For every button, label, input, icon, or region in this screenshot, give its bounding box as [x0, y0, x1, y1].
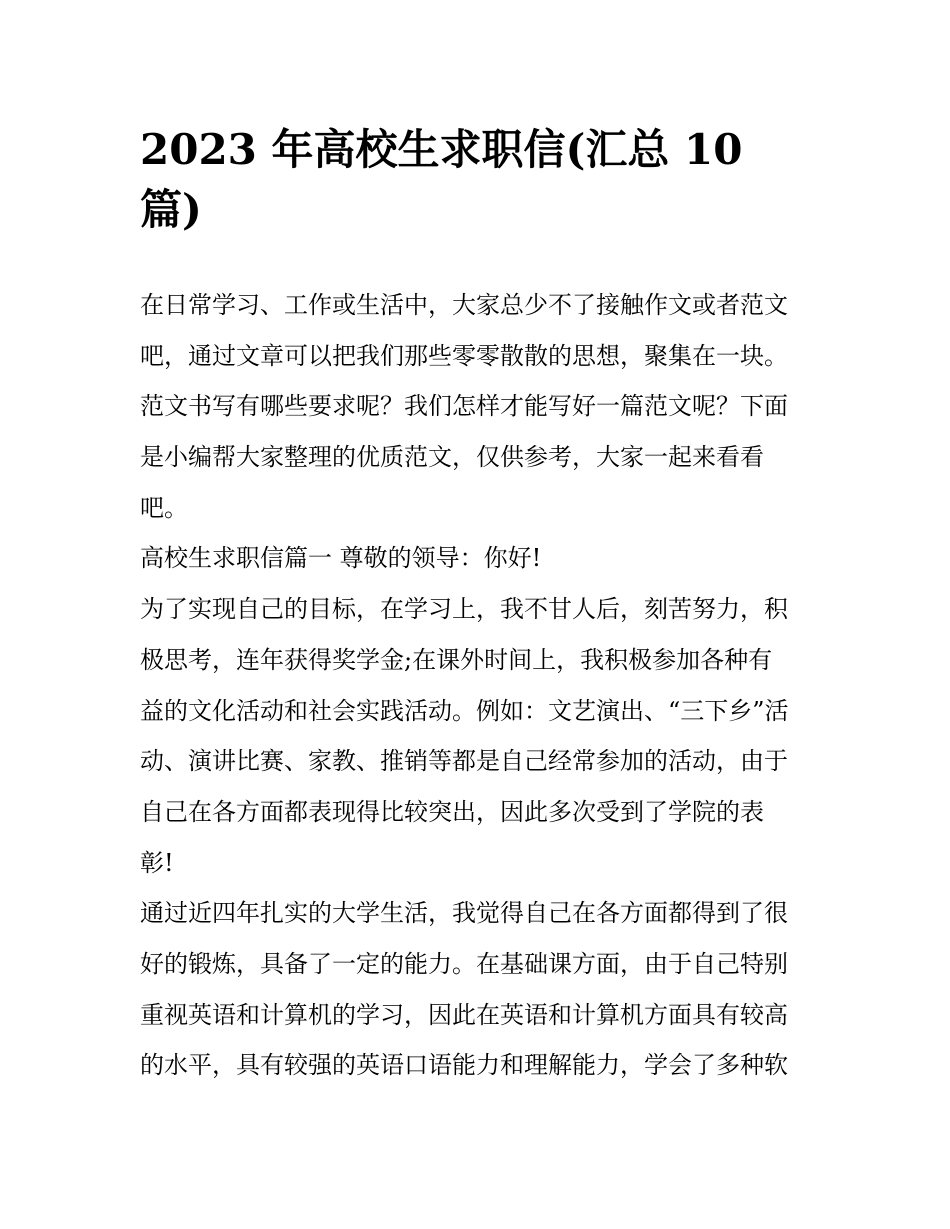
body-line: 的水平，具有较强的英语口语能力和理解能力，学会了多种软	[140, 1051, 788, 1080]
section-heading-line: 高校生求职信篇一 尊敬的领导：你好!	[140, 544, 542, 573]
title-line: 2023 年高校生求职信(汇总 10	[140, 125, 743, 174]
body-line: 彰!	[140, 848, 174, 877]
body-line: 益的文化活动和社会实践活动。例如：文艺演出、“三下乡”活	[140, 696, 789, 725]
body-line: 好的锻炼，具备了一定的能力。在基础课方面，由于自己特别	[140, 949, 788, 978]
document-title	[140, 120, 820, 240]
body-line: 范文书写有哪些要求呢？我们怎样才能写好一篇范文呢？下面	[140, 392, 788, 421]
body-line: 重视英语和计算机的学习，因此在英语和计算机方面具有较高	[140, 1000, 788, 1029]
body-line: 通过近四年扎实的大学生活，我觉得自己在各方面都得到了很	[140, 899, 788, 928]
body-line: 在日常学习、工作或生活中，大家总少不了接触作文或者范文	[140, 291, 788, 319]
body-line: 吧，通过文章可以把我们那些零零散散的思想，聚集在一块。	[140, 341, 788, 370]
body-line: 极思考，连年获得奖学金;在课外时间上，我积极参加各种有	[140, 645, 773, 674]
body-line: 动、演讲比赛、家教、推销等都是自己经常参加的活动，由于	[140, 747, 788, 776]
body-line: 自己在各方面都表现得比较突出，因此多次受到了学院的表	[140, 797, 764, 826]
title-line: 篇)	[140, 185, 202, 234]
body-line: 是小编帮大家整理的优质范文，仅供参考，大家一起来看看	[140, 443, 764, 472]
body-line: 吧。	[140, 493, 188, 522]
body-line: 为了实现自己的目标，在学习上，我不甘人后，刻苦努力，积	[140, 595, 788, 624]
document-body	[140, 280, 830, 1091]
